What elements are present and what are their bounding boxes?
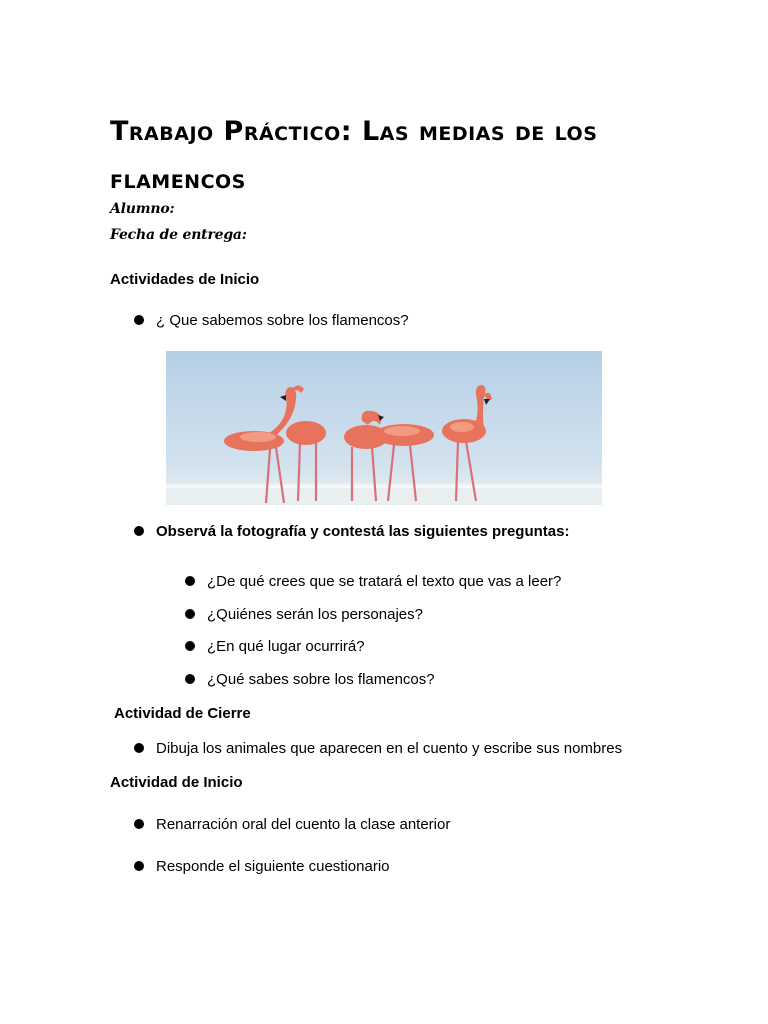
list-item [185, 573, 561, 590]
activity-text: Dibuja los animales que aparecen en el cuento y escribe sus nombres [156, 740, 623, 757]
section-heading-cierre: Actividad de Cierre [114, 705, 251, 722]
subquestion-text: ¿Quiénes serán los personajes? [207, 606, 423, 623]
bullet-icon [185, 641, 195, 651]
list-item [134, 312, 409, 329]
due-date-label: Fecha de entrega: [110, 227, 247, 243]
list-item [185, 671, 435, 688]
list-item [134, 816, 450, 833]
bullet-icon [134, 743, 144, 753]
question-text: ¿ Que sabemos sobre los flamencos? [156, 312, 409, 329]
activity-text: Responde el siguiente cuestionario [156, 858, 390, 875]
bullet-icon [185, 576, 195, 586]
bullet-icon [134, 861, 144, 871]
flamingos-icon [166, 351, 602, 505]
list-item [134, 523, 569, 540]
list-item [185, 606, 423, 623]
activity-text: Renarración oral del cuento la clase anterior [156, 816, 451, 833]
student-label: Alumno: [110, 201, 175, 217]
list-item [134, 858, 390, 875]
subquestion-text: ¿En qué lugar ocurrirá? [207, 638, 365, 655]
document-title: Trabajo Práctico: Las medias de los flamencos [110, 116, 598, 195]
list-item [185, 638, 365, 655]
question-text: Observá la fotografía y contestá las siguientes preguntas: [156, 523, 570, 540]
flamingos-photo [166, 351, 602, 505]
list-item [134, 740, 622, 757]
bullet-icon [185, 609, 195, 619]
bullet-icon [185, 674, 195, 684]
section-heading-inicio: Actividades de Inicio [110, 271, 260, 288]
bullet-icon [134, 526, 144, 536]
bullet-icon [134, 819, 144, 829]
section-heading-inicio-2: Actividad de Inicio [110, 774, 243, 791]
bullet-icon [134, 315, 144, 325]
subquestion-text: ¿De qué crees que se tratará el texto que vas a leer? [207, 573, 562, 590]
subquestion-text: ¿Qué sabes sobre los flamencos? [207, 671, 435, 688]
